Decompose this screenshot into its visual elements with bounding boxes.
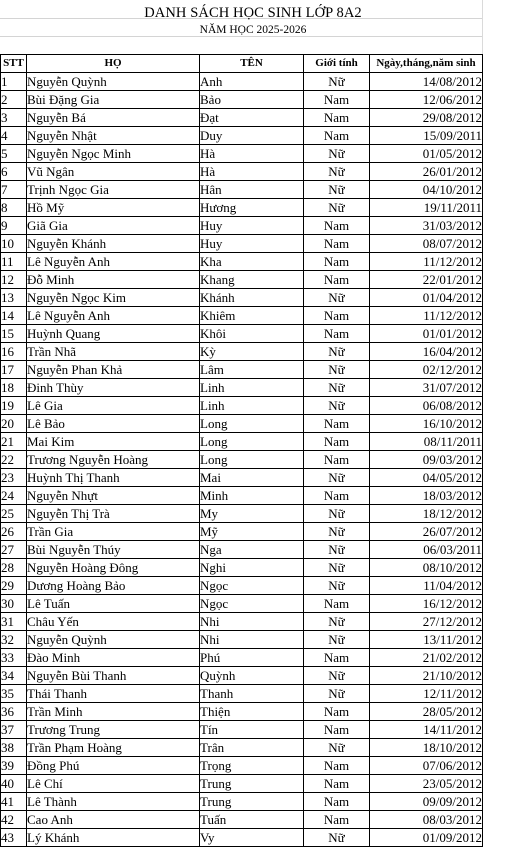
cell-ho[interactable]: Trương Nguyễn Hoàng (27, 451, 200, 469)
header-ngay-sinh: Ngày,tháng,năm sinh (370, 55, 483, 73)
cell-ngay-sinh[interactable]: 18/10/2012 (370, 739, 483, 757)
cell-ten[interactable]: Long (200, 415, 304, 433)
cell-ten[interactable]: Kha (200, 253, 304, 271)
cell-ho[interactable]: Nguyễn Thị Trà (27, 505, 200, 523)
cell-ngay-sinh[interactable]: 06/08/2012 (370, 397, 483, 415)
cell-stt[interactable]: 29 (1, 577, 27, 595)
cell-ngay-sinh[interactable]: 16/04/2012 (370, 343, 483, 361)
cell-ngay-sinh[interactable]: 14/08/2012 (370, 73, 483, 91)
cell-ten[interactable]: Linh (200, 379, 304, 397)
cell-ngay-sinh[interactable]: 06/03/2011 (370, 541, 483, 559)
table-row[interactable] (1, 181, 483, 199)
table-row[interactable] (1, 307, 483, 325)
cell-ho[interactable]: Nguyễn Khánh (27, 235, 200, 253)
cell-ho[interactable]: Giã Gia (27, 217, 200, 235)
cell-gioi-tinh[interactable]: Nam (304, 433, 370, 451)
table-row[interactable] (1, 703, 483, 721)
cell-ho[interactable]: Lê Nguyễn Anh (27, 307, 200, 325)
cell-ngay-sinh[interactable]: 07/06/2012 (370, 757, 483, 775)
cell-stt[interactable]: 30 (1, 595, 27, 613)
cell-gioi-tinh[interactable]: Nam (304, 775, 370, 793)
cell-gioi-tinh[interactable]: Nam (304, 235, 370, 253)
cell-ho[interactable]: Nguyễn Nhật (27, 127, 200, 145)
cell-ngay-sinh[interactable]: 12/06/2012 (370, 91, 483, 109)
cell-ho[interactable]: Lý Khánh (27, 829, 200, 847)
cell-ho[interactable]: Trần Minh (27, 703, 200, 721)
cell-ngay-sinh[interactable]: 04/05/2012 (370, 469, 483, 487)
cell-gioi-tinh[interactable]: Nam (304, 451, 370, 469)
cell-stt[interactable]: 26 (1, 523, 27, 541)
table-row[interactable] (1, 343, 483, 361)
cell-gioi-tinh[interactable]: Nữ (304, 613, 370, 631)
cell-ho[interactable]: Huỳnh Quang (27, 325, 200, 343)
cell-ten[interactable]: Bảo (200, 91, 304, 109)
cell-ten[interactable]: Trọng (200, 757, 304, 775)
cell-ngay-sinh[interactable]: 11/04/2012 (370, 577, 483, 595)
table-row[interactable] (1, 271, 483, 289)
cell-gioi-tinh[interactable]: Nữ (304, 181, 370, 199)
cell-ho[interactable]: Đinh Thùy (27, 379, 200, 397)
cell-ho[interactable]: Lê Chí (27, 775, 200, 793)
cell-gioi-tinh[interactable]: Nam (304, 253, 370, 271)
cell-ngay-sinh[interactable]: 22/01/2012 (370, 271, 483, 289)
cell-gioi-tinh[interactable]: Nữ (304, 469, 370, 487)
cell-ho[interactable]: Lê Nguyễn Anh (27, 253, 200, 271)
cell-ho[interactable]: Hồ Mỹ (27, 199, 200, 217)
cell-gioi-tinh[interactable]: Nữ (304, 739, 370, 757)
cell-stt[interactable]: 32 (1, 631, 27, 649)
cell-stt[interactable]: 37 (1, 721, 27, 739)
cell-ngay-sinh[interactable]: 16/12/2012 (370, 595, 483, 613)
cell-ten[interactable]: Nghi (200, 559, 304, 577)
cell-gioi-tinh[interactable]: Nữ (304, 289, 370, 307)
table-row[interactable] (1, 739, 483, 757)
table-row[interactable] (1, 595, 483, 613)
cell-ho[interactable]: Cao Anh (27, 811, 200, 829)
table-row[interactable] (1, 559, 483, 577)
document-subtitle: NĂM HỌC 2025-2026 (199, 24, 307, 36)
cell-ten[interactable]: Ngọc (200, 577, 304, 595)
cell-ten[interactable]: Phú (200, 649, 304, 667)
table-row[interactable] (1, 487, 483, 505)
cell-ten[interactable]: Nhi (200, 631, 304, 649)
cell-ngay-sinh[interactable]: 11/12/2012 (370, 307, 483, 325)
header-gioi-tinh: Giới tính (304, 55, 370, 73)
cell-ten[interactable]: Khang (200, 271, 304, 289)
cell-stt[interactable]: 14 (1, 307, 27, 325)
cell-gioi-tinh[interactable]: Nam (304, 487, 370, 505)
cell-ngay-sinh[interactable]: 08/10/2012 (370, 559, 483, 577)
cell-ho[interactable]: Nguyễn Ngọc Minh (27, 145, 200, 163)
cell-gioi-tinh[interactable]: Nam (304, 595, 370, 613)
table-row[interactable] (1, 451, 483, 469)
cell-gioi-tinh[interactable]: Nữ (304, 73, 370, 91)
cell-ho[interactable]: Châu Yến (27, 613, 200, 631)
cell-stt[interactable]: 18 (1, 379, 27, 397)
cell-stt[interactable]: 10 (1, 235, 27, 253)
cell-ngay-sinh[interactable]: 27/12/2012 (370, 613, 483, 631)
cell-stt[interactable]: 3 (1, 109, 27, 127)
header-ten: TÊN (200, 55, 304, 73)
cell-ngay-sinh[interactable]: 09/03/2012 (370, 451, 483, 469)
cell-ten[interactable]: Hương (200, 199, 304, 217)
table-row[interactable] (1, 145, 483, 163)
cell-stt[interactable]: 31 (1, 613, 27, 631)
cell-ho[interactable]: Nguyễn Quỳnh (27, 73, 200, 91)
table-row[interactable] (1, 235, 483, 253)
cell-ngay-sinh[interactable]: 12/11/2012 (370, 685, 483, 703)
cell-stt[interactable]: 39 (1, 757, 27, 775)
cell-ho[interactable]: Vũ Ngân (27, 163, 200, 181)
cell-ten[interactable]: Hà (200, 163, 304, 181)
cell-stt[interactable]: 7 (1, 181, 27, 199)
cell-gioi-tinh[interactable]: Nam (304, 127, 370, 145)
table-row[interactable] (1, 649, 483, 667)
cell-ten[interactable]: Thiện (200, 703, 304, 721)
cell-stt[interactable]: 20 (1, 415, 27, 433)
table-body (1, 73, 483, 847)
cell-gioi-tinh[interactable]: Nam (304, 793, 370, 811)
cell-ho[interactable]: Lê Bảo (27, 415, 200, 433)
table-row[interactable] (1, 397, 483, 415)
cell-stt[interactable]: 24 (1, 487, 27, 505)
table-row[interactable] (1, 523, 483, 541)
cell-ho[interactable]: Trần Nhã (27, 343, 200, 361)
table-row[interactable] (1, 505, 483, 523)
table-row[interactable] (1, 577, 483, 595)
cell-stt[interactable]: 13 (1, 289, 27, 307)
cell-gioi-tinh[interactable]: Nam (304, 757, 370, 775)
cell-ten[interactable]: Linh (200, 397, 304, 415)
cell-stt[interactable]: 12 (1, 271, 27, 289)
cell-stt[interactable]: 1 (1, 73, 27, 91)
cell-ho[interactable]: Huỳnh Thị Thanh (27, 469, 200, 487)
cell-ho[interactable]: Trần Phạm Hoàng (27, 739, 200, 757)
cell-ho[interactable]: Nguyễn Quỳnh (27, 631, 200, 649)
table-row[interactable] (1, 721, 483, 739)
cell-ten[interactable]: Vy (200, 829, 304, 847)
cell-gioi-tinh[interactable]: Nữ (304, 505, 370, 523)
table-row[interactable] (1, 91, 483, 109)
table-row[interactable] (1, 685, 483, 703)
cell-ho[interactable]: Dương Hoàng Bảo (27, 577, 200, 595)
cell-ten[interactable]: Kỳ (200, 343, 304, 361)
cell-ngay-sinh[interactable]: 31/03/2012 (370, 217, 483, 235)
cell-ngay-sinh[interactable]: 28/05/2012 (370, 703, 483, 721)
cell-ten[interactable]: Huy (200, 217, 304, 235)
table-row[interactable] (1, 667, 483, 685)
cell-gioi-tinh[interactable]: Nữ (304, 577, 370, 595)
cell-gioi-tinh[interactable]: Nữ (304, 829, 370, 847)
cell-gioi-tinh[interactable]: Nữ (304, 541, 370, 559)
cell-gioi-tinh[interactable]: Nam (304, 811, 370, 829)
cell-ho[interactable]: Lê Thành (27, 793, 200, 811)
cell-stt[interactable]: 23 (1, 469, 27, 487)
cell-ngay-sinh[interactable]: 09/09/2012 (370, 793, 483, 811)
cell-ten[interactable]: Trung (200, 775, 304, 793)
cell-stt[interactable]: 25 (1, 505, 27, 523)
cell-stt[interactable]: 40 (1, 775, 27, 793)
table-row[interactable] (1, 199, 483, 217)
cell-stt[interactable]: 16 (1, 343, 27, 361)
document-title: DANH SÁCH HỌC SINH LỚP 8A2 (144, 5, 362, 21)
cell-ten[interactable]: Nga (200, 541, 304, 559)
cell-ho[interactable]: Lê Gia (27, 397, 200, 415)
cell-ten[interactable]: Long (200, 451, 304, 469)
table-row[interactable] (1, 109, 483, 127)
cell-ten[interactable]: Huy (200, 235, 304, 253)
table-row[interactable] (1, 289, 483, 307)
cell-ho[interactable]: Mai Kim (27, 433, 200, 451)
cell-ngay-sinh[interactable]: 14/11/2012 (370, 721, 483, 739)
cell-stt[interactable]: 42 (1, 811, 27, 829)
table-row[interactable] (1, 217, 483, 235)
table-row[interactable] (1, 775, 483, 793)
cell-gioi-tinh[interactable]: Nam (304, 721, 370, 739)
cell-ten[interactable]: Lâm (200, 361, 304, 379)
cell-ten[interactable]: Nhi (200, 613, 304, 631)
cell-ho[interactable]: Trịnh Ngọc Gia (27, 181, 200, 199)
cell-gioi-tinh[interactable]: Nam (304, 325, 370, 343)
cell-gioi-tinh[interactable]: Nam (304, 307, 370, 325)
cell-ten[interactable]: Khánh (200, 289, 304, 307)
table-header-row (1, 55, 483, 73)
cell-ho[interactable]: Bùi Nguyễn Thúy (27, 541, 200, 559)
cell-stt[interactable]: 38 (1, 739, 27, 757)
table-row[interactable] (1, 811, 483, 829)
cell-gioi-tinh[interactable]: Nữ (304, 523, 370, 541)
cell-ten[interactable]: Ngọc (200, 595, 304, 613)
cell-gioi-tinh[interactable]: Nữ (304, 361, 370, 379)
cell-ngay-sinh[interactable]: 31/07/2012 (370, 379, 483, 397)
cell-ngay-sinh[interactable]: 13/11/2012 (370, 631, 483, 649)
cell-ho[interactable]: Trần Gia (27, 523, 200, 541)
table-row[interactable] (1, 253, 483, 271)
cell-stt[interactable]: 43 (1, 829, 27, 847)
cell-ten[interactable]: Tuấn (200, 811, 304, 829)
cell-ho[interactable]: Đỗ Minh (27, 271, 200, 289)
cell-stt[interactable]: 17 (1, 361, 27, 379)
cell-gioi-tinh[interactable]: Nam (304, 703, 370, 721)
cell-stt[interactable]: 34 (1, 667, 27, 685)
table-row[interactable] (1, 793, 483, 811)
table-row[interactable] (1, 361, 483, 379)
cell-gioi-tinh[interactable]: Nữ (304, 379, 370, 397)
cell-stt[interactable]: 33 (1, 649, 27, 667)
cell-ten[interactable]: Hân (200, 181, 304, 199)
cell-ngay-sinh[interactable]: 18/03/2012 (370, 487, 483, 505)
cell-stt[interactable]: 36 (1, 703, 27, 721)
cell-ngay-sinh[interactable]: 01/01/2012 (370, 325, 483, 343)
cell-stt[interactable]: 35 (1, 685, 27, 703)
cell-ten[interactable]: Mai (200, 469, 304, 487)
cell-ho[interactable]: Nguyễn Ngọc Kim (27, 289, 200, 307)
cell-stt[interactable]: 21 (1, 433, 27, 451)
cell-gioi-tinh[interactable]: Nữ (304, 397, 370, 415)
cell-gioi-tinh[interactable]: Nữ (304, 667, 370, 685)
cell-gioi-tinh[interactable]: Nam (304, 649, 370, 667)
cell-stt[interactable]: 11 (1, 253, 27, 271)
cell-ngay-sinh[interactable]: 02/12/2012 (370, 361, 483, 379)
cell-stt[interactable]: 19 (1, 397, 27, 415)
cell-ngay-sinh[interactable]: 26/01/2012 (370, 163, 483, 181)
cell-gioi-tinh[interactable]: Nữ (304, 343, 370, 361)
header-ho: HỌ (27, 55, 200, 73)
cell-gioi-tinh[interactable]: Nữ (304, 685, 370, 703)
cell-ho[interactable]: Nguyễn Bá (27, 109, 200, 127)
cell-stt[interactable]: 4 (1, 127, 27, 145)
cell-ngay-sinh[interactable]: 26/07/2012 (370, 523, 483, 541)
cell-gioi-tinh[interactable]: Nam (304, 217, 370, 235)
cell-ten[interactable]: Khôi (200, 325, 304, 343)
table-row[interactable] (1, 127, 483, 145)
cell-ten[interactable]: Tín (200, 721, 304, 739)
cell-ngay-sinh[interactable]: 08/11/2011 (370, 433, 483, 451)
cell-gioi-tinh[interactable]: Nam (304, 271, 370, 289)
cell-gioi-tinh[interactable]: Nữ (304, 631, 370, 649)
cell-stt[interactable]: 8 (1, 199, 27, 217)
cell-ho[interactable]: Nguyễn Phan Khả (27, 361, 200, 379)
table-row[interactable] (1, 163, 483, 181)
cell-ngay-sinh[interactable]: 01/04/2012 (370, 289, 483, 307)
cell-gioi-tinh[interactable]: Nữ (304, 559, 370, 577)
table-row[interactable] (1, 829, 483, 847)
cell-ten[interactable]: Trung (200, 793, 304, 811)
cell-stt[interactable]: 41 (1, 793, 27, 811)
cell-gioi-tinh[interactable]: Nam (304, 109, 370, 127)
cell-ngay-sinh[interactable]: 23/05/2012 (370, 775, 483, 793)
cell-ten[interactable]: Minh (200, 487, 304, 505)
cell-ho[interactable]: Trương Trung (27, 721, 200, 739)
cell-ten[interactable]: Duy (200, 127, 304, 145)
cell-ngay-sinh[interactable]: 04/10/2012 (370, 181, 483, 199)
cell-ho[interactable]: Đồng Phú (27, 757, 200, 775)
cell-ngay-sinh[interactable]: 18/12/2012 (370, 505, 483, 523)
cell-stt[interactable]: 5 (1, 145, 27, 163)
cell-ten[interactable]: Thanh (200, 685, 304, 703)
cell-ten[interactable]: Hà (200, 145, 304, 163)
cell-ho[interactable]: Thái Thanh (27, 685, 200, 703)
table-row[interactable] (1, 757, 483, 775)
cell-ngay-sinh[interactable]: 21/10/2012 (370, 667, 483, 685)
cell-ngay-sinh[interactable]: 08/07/2012 (370, 235, 483, 253)
cell-gioi-tinh[interactable]: Nữ (304, 199, 370, 217)
cell-ten[interactable]: Long (200, 433, 304, 451)
table-row[interactable] (1, 613, 483, 631)
cell-ngay-sinh[interactable]: 16/10/2012 (370, 415, 483, 433)
table-row[interactable] (1, 433, 483, 451)
table-row[interactable] (1, 415, 483, 433)
cell-ten[interactable]: My (200, 505, 304, 523)
cell-ngay-sinh[interactable]: 19/11/2011 (370, 199, 483, 217)
table-row[interactable] (1, 73, 483, 91)
table-row[interactable] (1, 541, 483, 559)
cell-ho[interactable]: Nguyễn Bùi Thanh (27, 667, 200, 685)
cell-gioi-tinh[interactable]: Nam (304, 91, 370, 109)
cell-ten[interactable]: Mỹ (200, 523, 304, 541)
cell-ten[interactable]: Khiêm (200, 307, 304, 325)
cell-gioi-tinh[interactable]: Nam (304, 415, 370, 433)
cell-stt[interactable]: 27 (1, 541, 27, 559)
cell-ho[interactable]: Nguyễn Nhựt (27, 487, 200, 505)
cell-ten[interactable]: Đạt (200, 109, 304, 127)
cell-ngay-sinh[interactable]: 15/09/2011 (370, 127, 483, 145)
cell-ngay-sinh[interactable]: 01/09/2012 (370, 829, 483, 847)
cell-stt[interactable]: 22 (1, 451, 27, 469)
cell-ten[interactable]: Trân (200, 739, 304, 757)
cell-stt[interactable]: 6 (1, 163, 27, 181)
cell-ngay-sinh[interactable]: 29/08/2012 (370, 109, 483, 127)
cell-ten[interactable]: Anh (200, 73, 304, 91)
table-row[interactable] (1, 325, 483, 343)
header-stt: STT (1, 55, 27, 73)
cell-gioi-tinh[interactable]: Nữ (304, 163, 370, 181)
cell-stt[interactable]: 28 (1, 559, 27, 577)
cell-ngay-sinh[interactable]: 21/02/2012 (370, 649, 483, 667)
cell-stt[interactable]: 2 (1, 91, 27, 109)
cell-ho[interactable]: Bùi Đặng Gia (27, 91, 200, 109)
cell-ten[interactable]: Quỳnh (200, 667, 304, 685)
cell-ho[interactable]: Nguyễn Hoàng Đông (27, 559, 200, 577)
cell-ngay-sinh[interactable]: 11/12/2012 (370, 253, 483, 271)
table-row[interactable] (1, 469, 483, 487)
student-table (0, 54, 483, 847)
table-row[interactable] (1, 379, 483, 397)
cell-stt[interactable]: 15 (1, 325, 27, 343)
cell-ho[interactable]: Đào Minh (27, 649, 200, 667)
cell-stt[interactable]: 9 (1, 217, 27, 235)
cell-ngay-sinh[interactable]: 01/05/2012 (370, 145, 483, 163)
cell-gioi-tinh[interactable]: Nữ (304, 145, 370, 163)
cell-ho[interactable]: Lê Tuấn (27, 595, 200, 613)
cell-ngay-sinh[interactable]: 08/03/2012 (370, 811, 483, 829)
table-row[interactable] (1, 631, 483, 649)
